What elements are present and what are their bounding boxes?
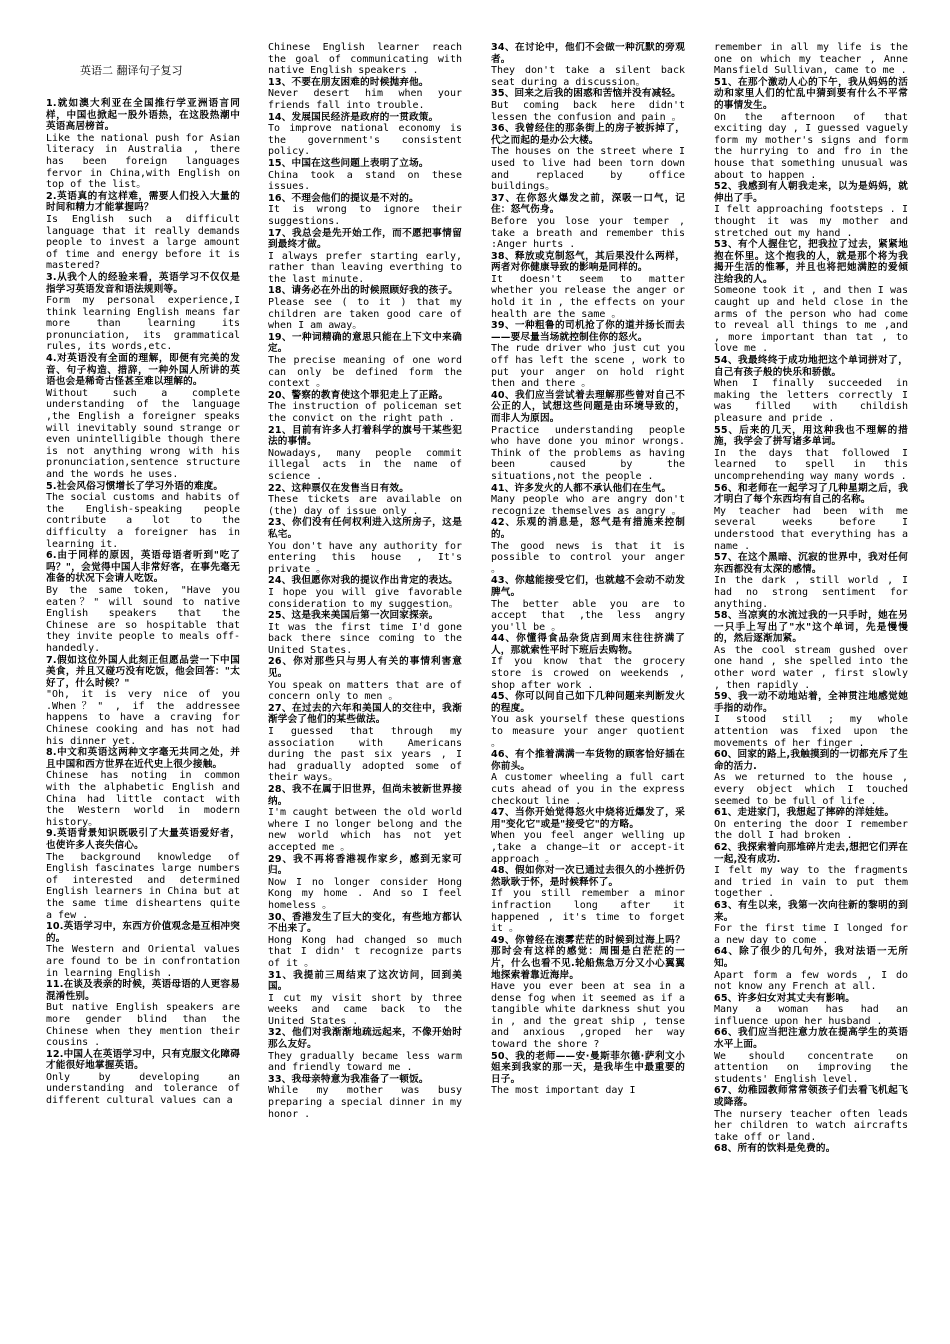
chinese-sentence: 58、当凉爽的水流过我的一只手时，她在另一只手上写出了"水"这个单词，先是慢慢的，然后逐渐加紧。 xyxy=(714,610,908,645)
chinese-sentence: 66、我们应当把注意力放在提高学生的英语水平上面。 xyxy=(714,1027,908,1051)
english-translation: These tickets are available on (the) day of issue only . xyxy=(268,494,462,517)
english-translation: The instruction of policeman set the convict on the right path . xyxy=(268,401,462,424)
english-translation: Many a woman has had an influence upon her husband . xyxy=(714,1004,908,1027)
english-translation: I stood still ; my whole attention was fixed upon the movements of her finger . xyxy=(714,714,908,749)
english-translation: While my mother was busy preparing a special dinner in my honor . xyxy=(268,1085,462,1120)
english-translation: In the dark , still world , I had no strong sentiment for anything. xyxy=(714,575,908,610)
english-translation: To improve national economy is the government's consistent policy. xyxy=(268,123,462,158)
chinese-sentence: 12.中国人在英语学习中，只有克服文化障碍才能很好地掌握英语。 xyxy=(46,1048,240,1072)
chinese-sentence: 2.英语真的有这样难，需要人们投入大量的时间和精力才能掌握吗？ xyxy=(46,190,240,214)
chinese-sentence: 5.社会风俗习惯增长了学习外语的难度。 xyxy=(46,480,224,492)
chinese-sentence: 60、回家的路上,我触摸到的一切都充斥了生命的活力. xyxy=(714,749,908,772)
chinese-sentence: 35、回来之后我的困惑和苦恼并没有减轻。 xyxy=(491,88,682,100)
chinese-sentence: 42、乐观的消息是，怒气是有措施来控制的。 xyxy=(491,517,685,540)
english-translation: As we returned to the house , every object which I touched seemed to be full of life . xyxy=(714,772,908,807)
chinese-sentence: 20、警察的教育使这个罪犯走上了正路。 xyxy=(268,389,449,401)
english-translation: I hope you will give favorable consideration to my suggestion。 xyxy=(268,586,462,610)
english-translation: By the same token, "Have you eaten？" will sound to native English speakers that the Chinese are so hospitable that they invite people to meals off-handedly. xyxy=(46,584,240,654)
english-translation: When you feel anger welling up ,take a change—it or accept-it approach 。 xyxy=(491,830,685,865)
english-translation: Without such a complete understanding of the language ,the English a foreigner speaks will inevitably sound strange or even unintelligible though there is not anything wrong with his pronunciation,sentence structure and the words he uses. xyxy=(46,387,240,480)
chinese-sentence: 36、我曾经住的那条街上的房子被拆掉了，代之而起的是办公大楼。 xyxy=(491,123,685,146)
english-translation: Form my personal experience,I think learning English means far more than learning its pronunciation, its grammatical rules, its words,etc. xyxy=(46,295,240,353)
english-translation: It doesn't seem to matter whether you release the anger or hold it in , the effects on your health are the same 。 xyxy=(491,273,685,320)
english-translation: They gradually became less warm and friendly toward me . xyxy=(268,1050,462,1074)
english-translation: Apart form a few words , I do not know any French at all. xyxy=(714,969,908,993)
chinese-sentence: 39、一种粗鲁的司机抢了你的道并扬长而去——要尽量当场就控制住你的怒火。 xyxy=(491,320,685,343)
english-translation: Only by developing an understanding and tolerance of different cultural values can a xyxy=(46,1071,240,1107)
chinese-sentence: 11.在谈及表亲的时候，英语母语的人更容易混淆性别。 xyxy=(46,979,240,1002)
english-translation: Many people who are angry don't recognize themselves as angry 。 xyxy=(491,494,685,517)
english-translation: If you still remember a minor infraction long after it happened , it's time to forget it 。 xyxy=(491,888,685,935)
chinese-sentence: 23、你们没有任何权利进入这所房子，这是私宅。 xyxy=(268,517,462,540)
english-translation: The social customs and habits of the English-speaking people contribute a lot to the difficulty a foreigner has in learning it. xyxy=(46,492,240,550)
chinese-sentence: 26、你对那些只与男人有关的事情利害意见。 xyxy=(268,656,462,680)
chinese-sentence: 8.中文和英语这两种文字毫无共同之处，并且中国和西方世界在近代史上很少接触。 xyxy=(46,747,240,770)
english-translation: As the cool stream gushed over one hand , she spelled into the other word water , first slowly , then rapidly . xyxy=(714,644,908,691)
chinese-sentence: 6.由于同样的原因，英语母语者听到"吃了吗？"，会觉得中国人非常好客，在事先毫无准备的状况下会请人吃饭。 xyxy=(46,550,240,585)
chinese-sentence: 59、我一动不动地站着，全神贯注地感觉她手指的动作。 xyxy=(714,691,908,714)
english-translation: The background knowledge of English fascinates large numbers of interested and determined English learners in China but at the same time disheartens quite a few . xyxy=(46,851,240,921)
chinese-sentence: 29、我不再将香港视作家乡，感到无家可归。 xyxy=(268,853,462,877)
chinese-sentence: 47、当你开始觉得怒火中烧将近爆发了，采用"变化它"或是"接受它"的方略。 xyxy=(491,807,685,830)
chinese-sentence: 61、走进家门，我想起了摔碎的洋娃娃。 xyxy=(714,807,895,819)
chinese-sentence: 53、有个人握住它，把我拉了过去，紧紧地抱在怀里。这个抱我的人，就是那个将为我揭开生活的惟幂，并且也将把她满腔的爱倾注给我的人。 xyxy=(714,239,908,285)
chinese-sentence: 34、在讨论中，他们不会做一种沉默的旁观者。 xyxy=(491,42,685,65)
chinese-sentence: 50、我的老师——安·曼斯菲尔德·萨利文小姐来到我家的那一天，是我毕生中最重要的日子。 xyxy=(491,1050,685,1085)
english-translation: When I finally succeeded in making the letters correctly I was filled with childish pleasure and pride . xyxy=(714,378,908,424)
english-translation: remember in all my life is the one on which my teacher , Anne Mansfield Sullivan, came to me . xyxy=(714,42,908,77)
english-translation: A customer wheeling a full cart cuts ahead of you in the express checkout line . xyxy=(491,772,685,807)
chinese-sentence: 28、我不在属于旧世界，但尚未被新世界接纳。 xyxy=(268,784,462,807)
chinese-sentence: 27、在过去的六年和美国人的交往中，我渐渐学会了他们的某些做法。 xyxy=(268,702,462,726)
english-translation: For the first time I longed for a new day to come . xyxy=(714,923,908,946)
english-translation: I'm caught between the old world where I no longer belong and the new world which has not yet accepted me 。 xyxy=(268,807,462,853)
chinese-sentence: 52、我感到有人朝我走来，以为是妈妈，就伸出了手。 xyxy=(714,181,908,204)
column-4 xyxy=(714,42,908,1332)
chinese-sentence: 32、他们对我渐渐地疏远起来，不像开始时那么友好。 xyxy=(268,1027,462,1051)
column-1 xyxy=(46,42,240,1332)
english-translation: On the afternoon of that exciting day , I guessed vaguely form my mother's signs and form the hurrying to and fro in the house that something unusual was about to happen . xyxy=(714,111,908,181)
chinese-sentence: 19、一种词精确的意思只能在上下文中来确定。 xyxy=(268,331,462,355)
chinese-sentence: 9.英语背景知识既吸引了大量英语爱好者，也使许多人丧失信心。 xyxy=(46,828,240,851)
chinese-sentence: 46、有个推着满满一车货物的顾客恰好插在你前头。 xyxy=(491,749,685,772)
chinese-sentence: 1.就如澳大利亚在全国推行学亚洲语言同样，中国也掀起一股外语热，在这股热潮中英语高居榜首。 xyxy=(46,98,240,133)
english-translation: China took a stand on these issues. xyxy=(268,169,462,193)
english-translation: You ask yourself these questions to measure your anger quotient 。 xyxy=(491,714,685,749)
chinese-sentence: 30、香港发生了巨大的变化，有些地方都认不出来了。 xyxy=(268,911,462,935)
english-translation: Practice understanding people who have done you minor wrongs. Think of the problems as having been caused by the situations,not the people . xyxy=(491,424,685,482)
chinese-sentence: 44、你懂得食品杂货店到周末往往挤满了人，那就索性平时下班后去购物。 xyxy=(491,633,685,656)
english-translation: Chinese English learner reach the goal of communicating with native English speakers . xyxy=(268,42,462,77)
english-translation: But coming back here didn't lessen the confusion and pain 。 xyxy=(491,99,685,123)
english-translation: In the days that followed I learned to spell in this uncomprehending way many words . xyxy=(714,447,908,482)
english-translation: On entering the door I remember the doll I had broken . xyxy=(714,818,908,842)
chinese-sentence: 13、不要在朋友困难的时候抛弃他。 xyxy=(268,76,429,88)
column-2 xyxy=(268,42,462,1332)
chinese-sentence: 3.从我个人的经验来看，英语学习不仅仅是指学习英语发音和语法规则等。 xyxy=(46,271,240,295)
chinese-sentence: 38、释放或克制怒气，其后果没什么两样，两者对你健康导致的影响是同样的。 xyxy=(491,250,685,274)
chinese-sentence: 63、有生以来，我第一次向往新的黎明的到来。 xyxy=(714,899,908,923)
english-translation: Please see ( to it ) that my children are taken good care of when I am away。 xyxy=(268,297,462,332)
document-title: 英语二 翻译句子复习 xyxy=(80,64,183,77)
english-translation: You speak on matters that are of concern only to men 。 xyxy=(268,679,462,703)
chinese-sentence: 65、许多妇女对其丈夫有影响。 xyxy=(714,992,856,1004)
chinese-sentence: 40、我们应当尝试着去理解那些曾对自己不公正的人，试想这些问题是由环境导致的，而非人为原因。 xyxy=(491,389,685,424)
chinese-sentence: 15、中国在这些问题上表明了立场。 xyxy=(268,157,429,169)
english-translation: The nursery teacher often leads her children to watch aircrafts take off or land. xyxy=(714,1108,908,1143)
chinese-sentence: 67、幼稚园教师常常领孩子们去看飞机起飞或降落。 xyxy=(714,1085,908,1109)
english-translation: Now I no longer consider Hong Kong my home . And so I feel homeless 。 xyxy=(268,876,462,911)
chinese-sentence: 49、你曾经在滚雾茫茫的时候到过海上吗？那时会有这样的感觉：周围是白茫茫的一片，什么也看不见.轮船焦急万分又小心翼翼地探索着靠近海岸。 xyxy=(491,934,685,981)
english-translation: Chinese has noting in common with the alphabetic English and China had little contact with the Western world in modern history。 xyxy=(46,770,240,828)
chinese-sentence: 41、许多发火的人都不承认他们在生气。 xyxy=(491,482,672,494)
english-translation: I felt approaching footsteps . I thought it was my mother and stretched out my hand . xyxy=(714,204,908,239)
chinese-sentence: 10.英语学习中，东西方价值观念是互相冲突的。 xyxy=(46,921,240,944)
english-translation: The better able you are to accept that ,the less angry you'll be 。 xyxy=(491,598,685,633)
english-translation: It was the first time I'd gone back there since coming to the United States. xyxy=(268,621,462,656)
english-translation: The precise meaning of one word can only be defined form the context 。 xyxy=(268,355,462,390)
column-3 xyxy=(491,42,685,1332)
chinese-sentence: 51、在那个激动人心的下午，我从妈妈的活动和家里人们的忙乱中猜到要有什么不平常的事情发生。 xyxy=(714,76,908,111)
chinese-sentence: 37、在你怒火爆发之前，深吸一口气，记住：怒气伤身。 xyxy=(491,192,685,216)
english-translation: I guessed that through my association with Americans during the past six years , I had gradually adopted some of their ways。 xyxy=(268,726,462,784)
english-translation: Hong Kong had changed so much that I didn' t recognize parts of it 。 xyxy=(268,934,462,969)
english-translation: The good news is that it is possible to control your anger 。 xyxy=(491,540,685,575)
english-translation: Nowadays, many people commit illegal acts in the name of science . xyxy=(268,447,462,482)
english-translation: Is English such a difficult language that it really demands people to invest a large amount of time and energy before it is mastered? xyxy=(46,213,240,272)
chinese-sentence: 18、请务必在外出的时候照顾好我的孩子。 xyxy=(268,285,459,297)
chinese-sentence: 14、发展国民经济是政府的一贯政策。 xyxy=(268,111,439,123)
english-translation: But native English speakers are more gender blind than the Chinese when they mention their cousins . xyxy=(46,1002,240,1049)
chinese-sentence: 57、在这个黑暗、沉寂的世界中，我对任何东西都没有太深的感情。 xyxy=(714,552,908,575)
english-translation: They don't take a silent back seat during a discussion。 xyxy=(491,65,685,88)
chinese-sentence: 24、我但愿你对我的提议作出肯定的表达。 xyxy=(268,575,459,587)
english-translation: The rude driver who just cut you off has left the scene , work to put your anger on hold right then and there 。 xyxy=(491,343,685,390)
chinese-sentence: 21、目前有许多人打着科学的旗号干某些犯法的事情。 xyxy=(268,424,462,448)
english-translation: Before you lose your temper , take a breath and remember this :Anger hurts . xyxy=(491,215,685,251)
english-translation: I cut my visit short by three weeks and came back to the United States . xyxy=(268,992,462,1027)
english-translation: The Western and Oriental values are found to be in confrontation in learning English . xyxy=(46,944,240,979)
chinese-sentence: 25、这是我来美国后第一次回家探亲。 xyxy=(268,610,439,622)
english-translation: My teacher had been with me several weeks before I understood that everything has a name . xyxy=(714,505,908,552)
english-translation: The houses on the street where I used to live had been torn down and replaced by office buildings。 xyxy=(491,146,685,193)
english-translation: Never desert him when your friends fall into trouble. xyxy=(268,88,462,111)
chinese-sentence: 16、不理会他们的提议是不对的。 xyxy=(268,192,419,204)
chinese-sentence: 7.假如这位外国人此刻正但愿品尝一下中国美食，并且又碰巧没有吃饭，他会回答："太好了，什么时候？" xyxy=(46,654,240,689)
english-translation: We should concentrate on attention on improving the students' English level. xyxy=(714,1050,908,1085)
english-translation: I felt my way to the fragments and tried in vain to put them together . xyxy=(714,865,908,900)
chinese-sentence: 55、后来的几天，用这种我也不理解的措施，我学会了拼写诸多单词。 xyxy=(714,424,908,448)
chinese-sentence: 54、我最终终于成功地把这个单词拼对了，自己有孩子般的快乐和骄傲。 xyxy=(714,355,908,378)
chinese-sentence: 17、我总会是先开始工作，而不愿把事情留到最终才做。 xyxy=(268,227,462,251)
chinese-sentence: 4.对英语没有全面的理解，即便有完美的发音、句子构造、措辞，一种外国人所讲的英语也会是稀奇古怪甚至难以理解的。 xyxy=(46,353,240,388)
english-translation: It is wrong to ignore their suggestions. xyxy=(268,204,462,227)
english-translation: Someone took it , and then I was caught up and held close in the arms of the person who had come to reveal all things to me ,and , more important than tat , to love me . xyxy=(714,285,908,355)
chinese-sentence: 43、你越能接受它们，也就越不会动不动发脾气。 xyxy=(491,575,685,598)
chinese-sentence: 45、你可以问自己如下几种问题来判断发火的程度。 xyxy=(491,691,685,714)
chinese-sentence: 33、我母亲特意为我准备了一顿饭。 xyxy=(268,1073,429,1085)
chinese-sentence: 31、我提前三周结束了这次访问，回到美国。 xyxy=(268,969,462,993)
chinese-sentence: 56、和老师在一起学习了几种星期之后，我才明白了每个东西均有自己的名称。 xyxy=(714,482,908,506)
english-translation: You don't have any authority for entering this house , It's private 。 xyxy=(268,540,462,575)
english-translation: Like the national push for Asian literacy in Australia , there has been foreign languages fervor in China,with English on top of the list。 xyxy=(46,132,240,191)
english-translation: The most important day I xyxy=(491,1085,636,1097)
chinese-sentence: 64、除了很少的几句外，我对法语一无所知。 xyxy=(714,946,908,969)
chinese-sentence: 62、我探索着向那堆碎片走去,想把它们弄在一起,没有成功. xyxy=(714,841,908,865)
english-translation: If you know that the grocery store is crowed on weekends , shop after work . xyxy=(491,656,685,691)
chinese-sentence: 48、假如你对一次已通过去很久的小挫折仍然耿耿于怀，是时候释怀了。 xyxy=(491,865,685,888)
chinese-sentence: 22、这种票仅在发售当日有效。 xyxy=(268,482,410,494)
english-translation: Have you ever been at sea in a dense fog when it seemed as if a tangible white darkness shut you in , and the great ship , tense and anxious ,groped her way toward the shore ? xyxy=(491,981,685,1051)
chinese-sentence: 68、所有的饮料是免费的。 xyxy=(714,1143,836,1155)
english-translation: I always prefer starting early, rather than leaving everthing to the last minute. xyxy=(268,250,462,285)
english-translation: "Oh, it is very nice of you .When？" , if the addressee happens to have a craving for Chinese cooking and has not had his dinner yet. xyxy=(46,689,240,747)
